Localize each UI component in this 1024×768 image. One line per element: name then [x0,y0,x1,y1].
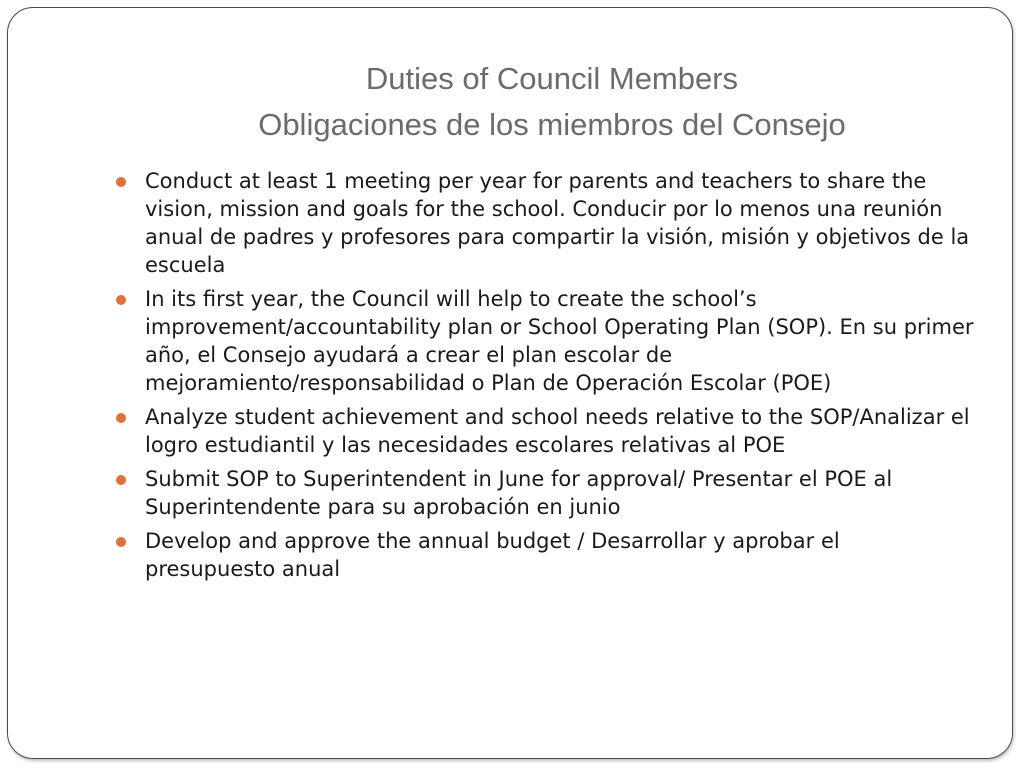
bullet-item [116,465,976,521]
bullet-item [116,285,976,397]
bullet-dot-icon [116,413,126,423]
bullet-dot-icon [116,295,126,305]
title-english: Duties of Council Members [365,61,739,96]
bullet-dot-icon [116,177,126,187]
slide-title [40,56,1024,148]
bullet-item [116,167,976,279]
bullet-list [116,167,976,589]
bullet-text: Analyze student achievement and school needs relative to the SOP/Analizar el logro estudiantil y las necesidades escolares relativas al POE [145,405,970,457]
bullet-item [116,527,976,583]
bullet-text: Develop and approve the annual budget / Desarrollar y aprobar el presupuesto anual [145,529,840,581]
bullet-item [116,403,976,459]
bullet-text: Conduct at least 1 meeting per year for parents and teachers to share the vision, mission and goals for the school. Conducir por lo menos una reunión anual de padres y profesores para compartir la visión, misión y objetivos de la escuela [145,169,970,277]
title-spanish: Obligaciones de los miembros del Consejo [258,107,846,142]
bullet-text: Submit SOP to Superintendent in June for approval/ Presentar el POE al Superintendente para su aprobación en junio [145,467,893,519]
bullet-dot-icon [116,537,126,547]
bullet-text: In its first year, the Council will help to create the school’s improvement/accountability plan or School Operating Plan (SOP). En su primer año, el Consejo ayudará a crear el plan escolar de mejoramiento/responsabilidad o Plan de Operación Escolar (POE) [145,287,974,395]
bullet-dot-icon [116,475,126,485]
